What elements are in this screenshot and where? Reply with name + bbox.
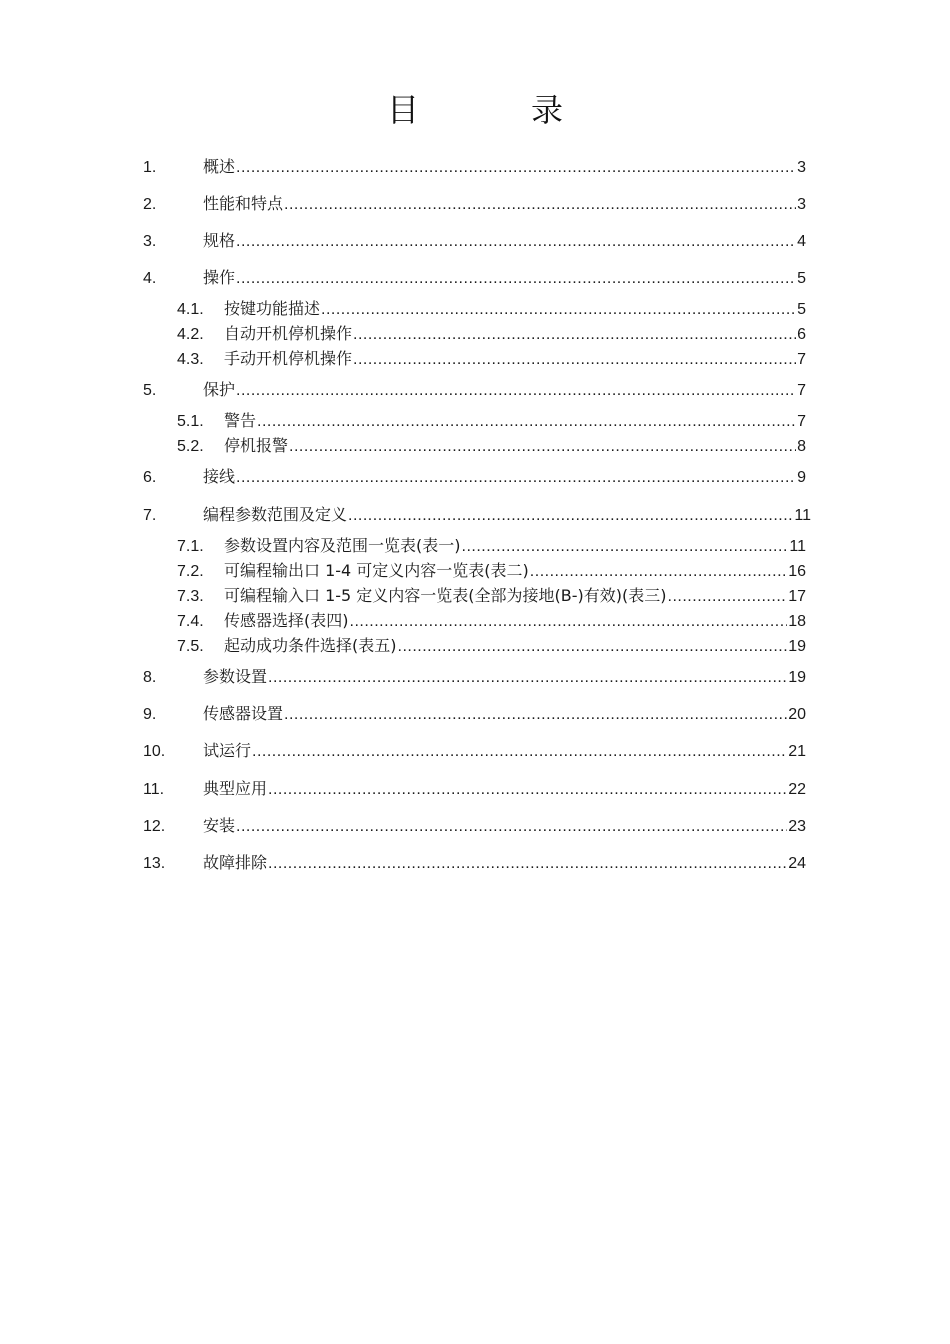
toc-entry[interactable] [143,192,806,216]
toc-entry-number: 3. [143,233,157,250]
toc-entry[interactable] [143,503,811,527]
toc-entry-number: 2. [143,196,157,213]
toc-subentry[interactable] [177,409,806,433]
toc-entry-number: 13. [143,855,166,872]
toc-dot-leader [462,535,789,559]
toc-entry-title: 安装 [203,816,236,835]
toc-entry[interactable] [143,702,806,726]
toc-entry-title: 可编程输出口 1-4 可定义内容一览表(表二) [224,561,529,580]
toc-entry-title: 概述 [203,157,236,176]
toc-subentry[interactable] [177,584,806,608]
toc-dot-leader [257,410,796,434]
toc-entry-page: 11 [789,538,806,555]
toc-dot-leader [398,635,788,659]
toc-subentry[interactable] [177,534,806,558]
toc-dot-leader [350,610,788,634]
toc-subentry[interactable] [177,609,806,633]
toc-dot-leader [268,852,787,876]
toc-entry-page: 8 [797,438,806,455]
toc-dot-leader [289,435,796,459]
toc-entry-number: 7. [143,507,157,524]
toc-entry-page: 19 [788,638,806,655]
toc-dot-leader [348,504,793,528]
toc-dot-leader [236,815,787,839]
toc-dot-leader [284,703,787,727]
toc-entry-page: 5 [797,301,806,318]
toc-entry-page: 24 [788,855,806,872]
toc-entry-number: 10. [143,743,166,760]
toc-entry-number: 1. [143,159,157,176]
toc-entry-number: 5.1. [177,413,204,430]
toc-subentry[interactable] [177,347,806,371]
toc-dot-leader [236,156,796,180]
toc-entry-page: 4 [797,233,806,250]
toc-entry-number: 7.5. [177,638,204,655]
toc-entry-page: 7 [797,382,806,399]
toc-entry-page: 19 [788,669,806,686]
toc-entry-page: 3 [797,196,806,213]
toc-entry-number: 8. [143,669,157,686]
toc-entry-page: 7 [797,413,806,430]
toc-dot-leader [353,323,796,347]
toc-entry[interactable] [143,851,806,875]
toc-entry-number: 5. [143,382,157,399]
toc-entry-title: 试运行 [203,741,252,760]
toc-subentry[interactable] [177,434,806,458]
toc-subentry[interactable] [177,297,806,321]
toc-entry-number: 11. [143,781,165,798]
toc-entry-page: 5 [797,270,806,287]
toc-entry-title: 停机报警 [224,436,289,455]
toc-entry-number: 6. [143,469,157,486]
toc-dot-leader [236,466,796,490]
toc-entry-title: 可编程输入口 1-5 定义内容一览表(全部为接地(B-)有效)(表三) [224,586,667,605]
toc-entry[interactable] [143,266,806,290]
toc-subentry[interactable] [177,559,806,583]
toc-dot-leader [252,740,787,764]
toc-entry-page: 6 [797,326,806,343]
toc-entry-title: 传感器设置 [203,704,284,723]
toc-entry[interactable] [143,155,806,179]
toc-entry-title: 参数设置内容及范围一览表(表一) [224,536,461,555]
toc-entry-number: 4.3. [177,351,204,368]
toc-subentry[interactable] [177,322,806,346]
toc-dot-leader [236,379,796,403]
toc-entry-number: 9. [143,706,157,723]
toc-entry[interactable] [143,777,806,801]
toc-entry-number: 7.2. [177,563,204,580]
toc-dot-leader [236,230,796,254]
toc-dot-leader [268,778,787,802]
toc-entry-title: 手动开机停机操作 [224,349,353,368]
toc-entry-number: 4. [143,270,157,287]
toc-entry-page: 21 [788,743,806,760]
toc-entry[interactable] [143,739,806,763]
toc-entry-number: 7.3. [177,588,204,605]
toc-entry-page: 20 [788,706,806,723]
toc-entry-page: 11 [794,507,811,524]
toc-entry-number: 4.2. [177,326,204,343]
toc-entry-number: 7.4. [177,613,204,630]
toc-dot-leader [668,585,788,609]
toc-entry[interactable] [143,665,806,689]
toc-entry-title: 自动开机停机操作 [224,324,353,343]
toc-entry-number: 4.1. [177,301,204,318]
toc-entry-page: 7 [797,351,806,368]
toc-entry-title: 起动成功条件选择(表五) [224,636,397,655]
toc-entry-title: 性能和特点 [203,194,284,213]
toc-entry[interactable] [143,229,806,253]
toc-entry-page: 17 [788,588,806,605]
toc-entry-page: 22 [788,781,806,798]
toc-dot-leader [268,666,787,690]
toc-entry[interactable] [143,378,806,402]
toc-entry[interactable] [143,465,806,489]
toc-dot-leader [321,298,796,322]
toc-entry-title: 接线 [203,467,236,486]
toc-entry-page: 9 [797,469,806,486]
toc-entry-title: 典型应用 [203,779,268,798]
toc-subentry[interactable] [177,634,806,658]
toc-entry-page: 16 [788,563,806,580]
toc-entry-title: 警告 [224,411,257,430]
toc-entry-title: 故障排除 [203,853,268,872]
toc-entry-title: 编程参数范围及定义 [203,505,348,524]
toc-entry-page: 23 [788,818,806,835]
page-title: 目 录 [386,91,603,129]
toc-entry-number: 5.2. [177,438,204,455]
toc-entry-page: 3 [797,159,806,176]
toc-dot-leader [353,348,796,372]
toc-entry-title: 参数设置 [203,667,268,686]
toc-entry-page: 18 [788,613,806,630]
toc-entry[interactable] [143,814,806,838]
toc-dot-leader [236,267,796,291]
toc-entry-number: 7.1. [177,538,204,555]
toc-entry-title: 传感器选择(表四) [224,611,349,630]
toc-entry-title: 按键功能描述 [224,299,321,318]
toc-dot-leader [284,193,796,217]
toc-entry-title: 操作 [203,268,236,287]
toc-dot-leader [530,560,787,584]
toc-entry-title: 保护 [203,380,236,399]
toc-entry-number: 12. [143,818,166,835]
toc-entry-title: 规格 [203,231,236,250]
